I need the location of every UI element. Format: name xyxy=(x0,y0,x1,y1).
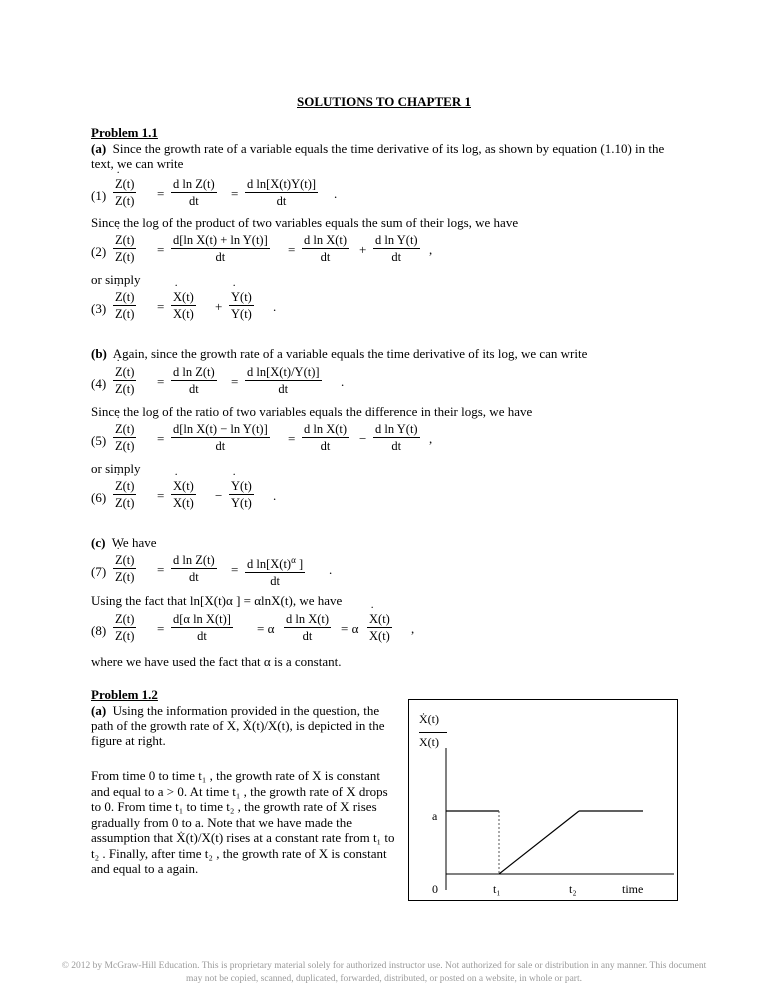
part-a-label: (a) xyxy=(91,141,107,156)
problem-1-1-b-text: (b) Again, since the growth rate of a variable equals the time derivative of its log, we can write xyxy=(91,346,588,361)
part-a-intro: Since the growth rate of a variable equals the time derivative of its log, as shown by equation (1.10) in the text, we can write xyxy=(91,141,665,171)
part-b-label: (b) xyxy=(91,346,107,361)
equation-1: (1) ˙ $\frac{Z(t)}{Z(t)}$ = $\frac{\text{d ln Z(t)}}{dt}$ = $\frac{\text{d ln[X(t)Y(t)]}}{dt}$ . xyxy=(91,176,391,216)
equation-number: (4) xyxy=(91,376,107,391)
problem-1-1-heading: Problem 1.1 xyxy=(91,125,158,140)
equation-number: (1) xyxy=(91,188,107,203)
text-power-rule: Using the fact that ln[X(t)α ] = αlnX(t), we have xyxy=(91,593,343,608)
equation-7: (7) ˙ $\frac{Z(t)}{Z(t)}$ = $\frac{\text{d ln Z(t)}}{dt}$ = $\frac{d \ln[X(t)^\alpha ]}{dt}$ . xyxy=(91,552,391,592)
y-label-top: Ẋ(t) xyxy=(419,712,439,726)
equation-3: (3) ˙ $\frac{Z(t)}{Z(t)}$ = ˙ $\frac{X(t)}{X(t)}$ + ˙ $\frac{Y(t)}{Y(t)}$ . xyxy=(91,289,291,329)
origin-label: 0 xyxy=(432,882,438,896)
problem-1-2-heading: Problem 1.2 xyxy=(91,687,158,702)
text-sum-of-logs: Since the log of the product of two variables equals the sum of their logs, we have xyxy=(91,215,519,230)
equation-4: (4) ˙ $\frac{Z(t)}{Z(t)}$ = $\frac{\text{d ln Z(t)}}{dt}$ = $\frac{\text{d ln[X(t)/Y(t)]}}{dt}$ . xyxy=(91,364,391,404)
page-title: SOLUTIONS TO CHAPTER 1 xyxy=(297,94,471,109)
text-constant: where we have used the fact that α is a constant. xyxy=(91,654,342,669)
equation-6: (6) ˙ $\frac{Z(t)}{Z(t)}$ = ˙ $\frac{X(t)}{X(t)}$ − ˙ $\frac{Y(t)}{Y(t)}$ . xyxy=(91,478,291,518)
part-c-label: (c) xyxy=(91,535,106,550)
t2-label: t₂ xyxy=(569,882,577,896)
text-difference-of-logs: Since the log of the ratio of two variables equals the difference in their logs, we have xyxy=(91,404,533,419)
part-a-label: (a) xyxy=(91,703,107,718)
equation-number: (5) xyxy=(91,433,107,448)
or-simply-1: or simply xyxy=(91,272,141,287)
equation-number: (6) xyxy=(91,490,107,505)
copyright-footer: © 2012 by McGraw-Hill Education. This is proprietary material solely for authorized instructor use. Not authorized for sale or distribution in any manner. This document may not be copied, scanned, duplicated, forwarded, distributed, or posted on a website, in whole or part. xyxy=(61,961,707,984)
equation-number: (2) xyxy=(91,244,107,259)
problem-1-2-body: From time 0 to time t₁ , the growth rate of X is constant and equal to a > 0. At time t₁ , the growth rate of X drops to 0. From time t₁ to time t₂ , the growth rate of X rises gradually from 0 to a. Note that we have made the assumption that Ẋ(t)/X(t) rises at a constant rate from t₁ to t₂ . Finally, after time t₂ , the growth rate of X is constant and equal to a again. xyxy=(91,768,395,876)
problem-1-2-a-text: (a) Using the information provided in the question, the path of the growth rate of X, Ẋ(t)/X(t), is depicted in the figure at right. xyxy=(91,703,385,748)
t1-label: t₁ xyxy=(493,882,501,896)
equation-number: (3) xyxy=(91,301,107,316)
equation-number: (8) xyxy=(91,623,107,638)
growth-rate-figure xyxy=(408,699,678,901)
equation-number: (7) xyxy=(91,564,107,579)
growth-rate-plot xyxy=(409,700,677,900)
y-label-bottom: X(t) xyxy=(419,735,439,749)
or-simply-2: or simply xyxy=(91,461,141,476)
x-axis-label: time xyxy=(622,882,644,896)
equation-5: (5) ˙ $\frac{Z(t)}{Z(t)}$ = $\frac{\text{d[ln X(t) − ln Y(t)]}}{dt}$ = $\frac{\text{d ln X(t)}}{dt}$ − $\frac{\text{d ln Y(t)}}{dt}$ , xyxy=(91,421,421,461)
a-label: a xyxy=(432,809,438,823)
equation-8: (8) ˙ $\frac{Z(t)}{Z(t)}$ = $\frac{\text{d[α ln X(t)]}}{dt}$ = α $\frac{\text{d ln X(t)}}{dt}$ = α ˙ $\frac{X(t)}{X(t)}$ , xyxy=(91,611,421,651)
equation-2: (2) ˙ $\frac{Z(t)}{Z(t)}$ = $\frac{\text{d[ln X(t) + ln Y(t)]}}{dt}$ = $\frac{\text{d ln X(t)}}{dt}$ + $\frac{\text{d ln Y(t)}}{dt}$ , xyxy=(91,232,421,272)
segment-rising-t1-to-t2 xyxy=(499,811,579,874)
problem-1-1-a-text xyxy=(91,141,671,171)
problem-1-1-c-text: (c) We have xyxy=(91,535,157,550)
